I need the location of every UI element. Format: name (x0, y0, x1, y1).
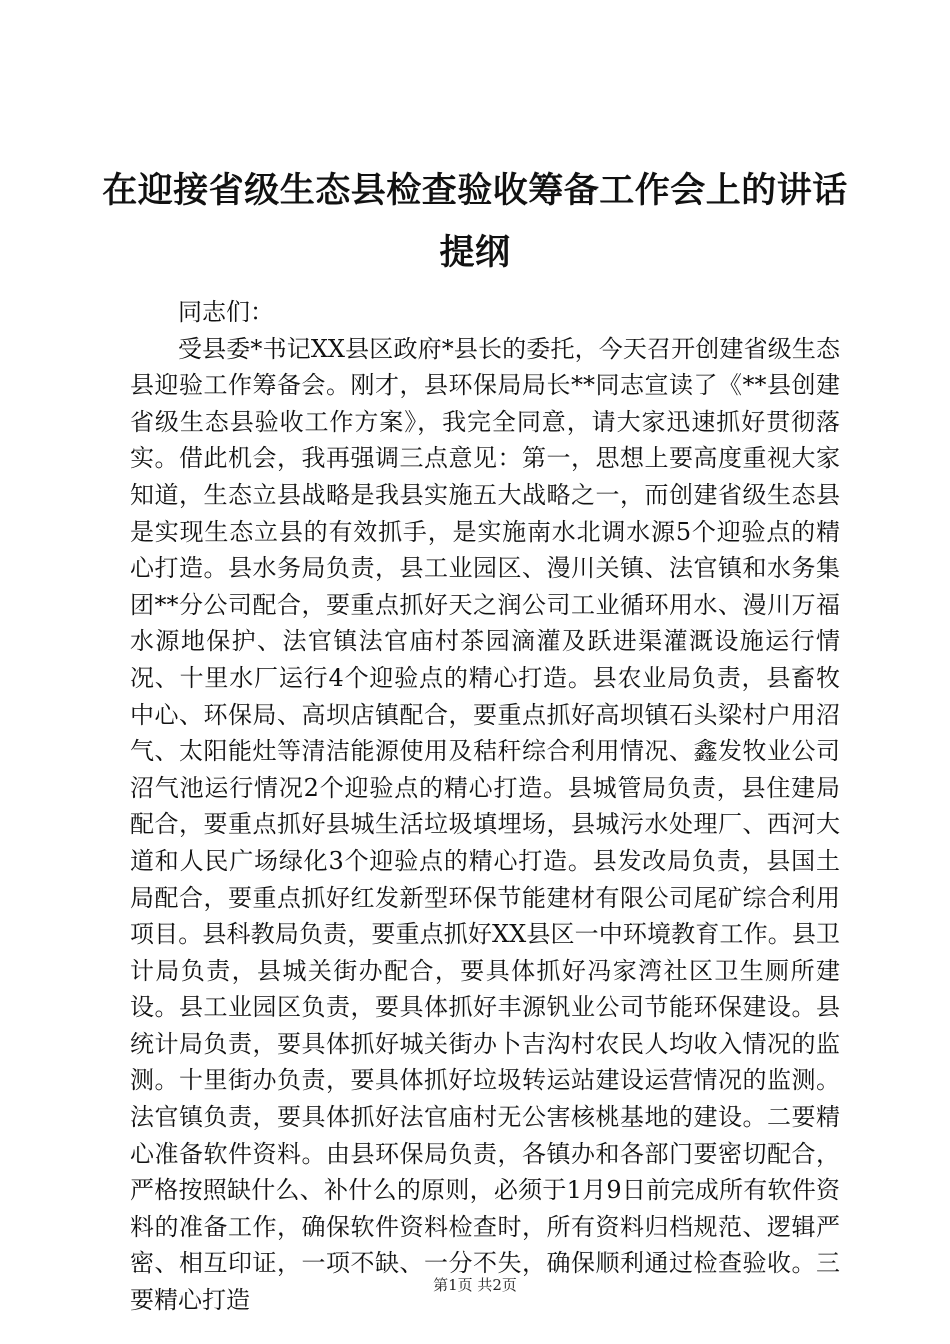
page-footer: 第1页 共2页 (433, 1276, 517, 1294)
body-paragraph: 受县委*书记XX县区政府*县长的委托，今天召开创建省级生态县迎验工作筹备会。刚才，县环保局局长**同志宣读了《**县创建省级生态县验收工作方案》，我完全同意，请大家迅速抓好贯彻落实。借此机会，我再强调三点意见：第一，思想上要高度重视大家知道，生态立县战略是我县实施五大战略之一，而创建省级生态县是实现生态立县的有效抓手，是实施南水北调水源5个迎验点的精心打造。县水务局负责，县工业园区、漫川关镇、法官镇和水务集团**分公司配合，要重点抓好天之润公司工业循环用水、漫川万福水源地保护、法官镇法官庙村茶园滴灌及跃进渠灌溉设施运行情况、十里水厂运行4个迎验点的精心打造。县农业局负责，县畜牧中心、环保局、高坝店镇配合，要重点抓好高坝镇石头梁村户用沼气、太阳能灶等清洁能源使用及秸秆综合利用情况、鑫发牧业公司沼气池运行情况2个迎验点的精心打造。县城管局负责，县住建局配合，要重点抓好县城生活垃圾填埋场，县城污水处理厂、西河大道和人民广场绿化3个迎验点的精心打造。县发改局负责，县国土局配合，要重点抓好红发新型环保节能建材有限公司尾矿综合利用项目。县科教局负责，要重点抓好XX县区一中环境教育工作。县卫计局负责，县城关街办配合，要具体抓好冯家湾社区卫生厕所建设。县工业园区负责，要具体抓好丰源钒业公司节能环保建设。县统计局负责，要具体抓好城关街办卜吉沟村农民人均收入情况的监测。十里街办负责，要具体抓好垃圾转运站建设运营情况的监测。法官镇负责，要具体抓好法官庙村无公害核桃基地的建设。二要精心准备软件资料。由县环保局负责，各镇办和各部门要密切配合，严格按照缺什么、补什么的原则，必须于1月9日前完成所有软件资料的准备工作，确保软件资料检查时，所有资料归档规范、逻辑严密、相互印证，一项不缺、一分不失，确保顺利通过检查验收。三要精心打造 (130, 334, 840, 1315)
document-title: 在迎接省级生态县检查验收筹备工作会上的讲话提纲 (102, 171, 848, 273)
document-body (130, 294, 840, 1319)
salutation: 同志们： (178, 298, 274, 326)
